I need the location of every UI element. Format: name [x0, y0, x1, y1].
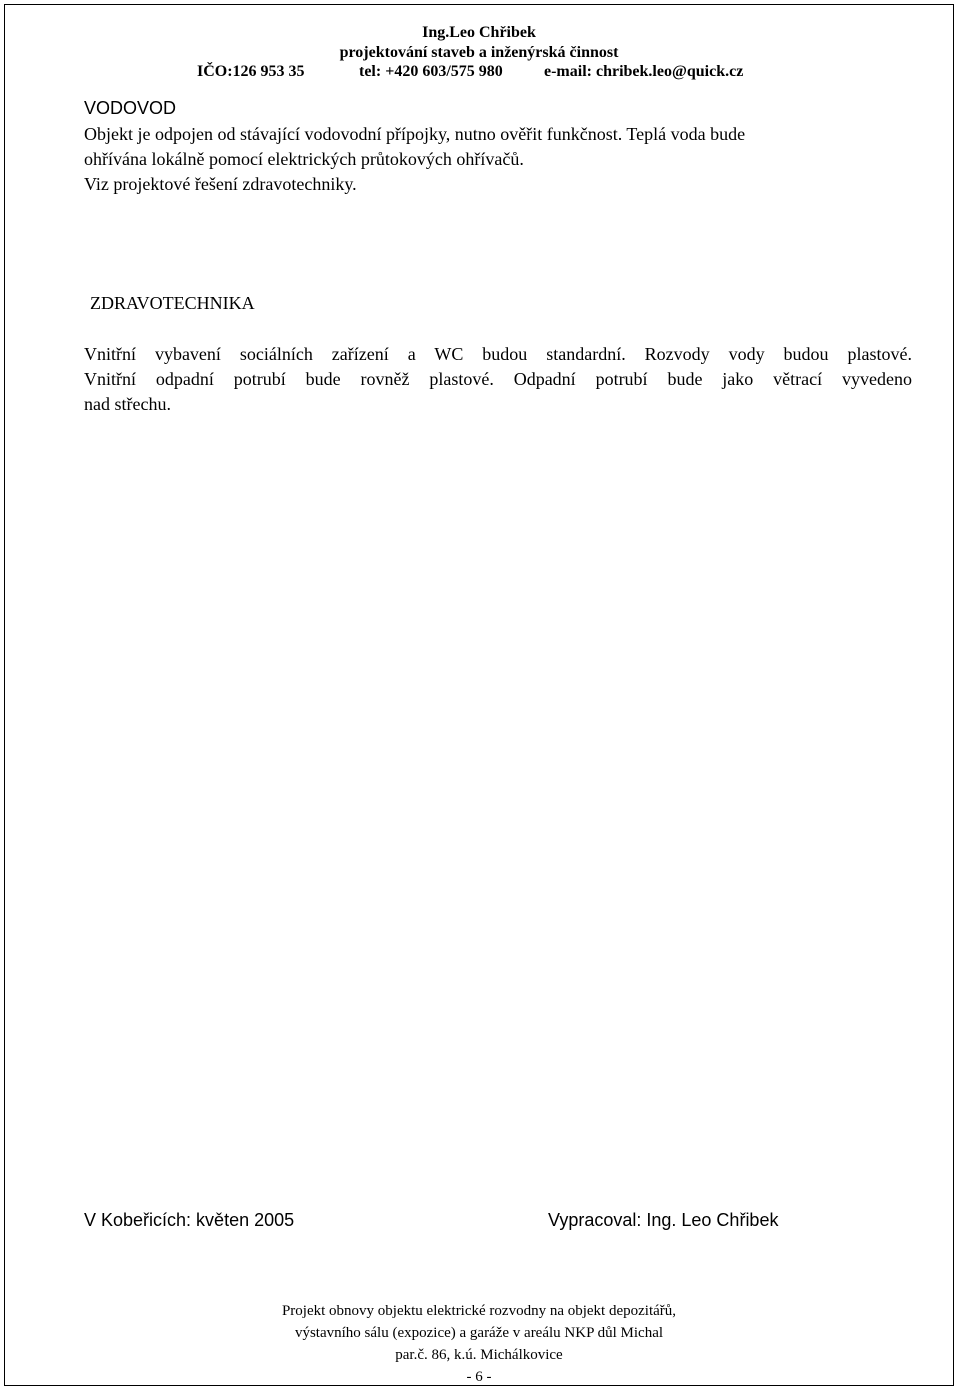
footer-project-line: výstavního sálu (expozice) a garáže v areálu NKP důl Michal — [294, 1325, 664, 1341]
vodovod-line: Objekt je odpojen od stávající vodovodní přípojky, nutno ověřit funkčnost. Teplá voda bude — [84, 124, 746, 144]
section-heading-vodovod: VODOVOD — [84, 98, 177, 118]
footer-project-line: par.č. 86, k.ú. Michálkovice — [395, 1347, 563, 1363]
section-heading-zdravotechnika: ZDRAVOTECHNIKA — [90, 293, 255, 313]
footer-project-line: Projekt obnovy objektu elektrické rozvodny na objekt depozitářů, — [281, 1303, 677, 1319]
signature-author: Vypracoval: Ing. Leo Chřibek — [548, 1210, 779, 1230]
header-name: Ing.Leo Chřibek — [422, 24, 536, 41]
header-email: e-mail: chribek.leo@quick.cz — [544, 63, 744, 80]
header-ico: IČO:126 953 35 — [197, 63, 305, 80]
signature-place-date: V Kobeřicích: květen 2005 — [84, 1210, 295, 1230]
vodovod-line: Viz projektové řešení zdravotechniky. — [84, 174, 357, 194]
header-phone: tel: +420 603/575 980 — [359, 63, 503, 80]
zdravotechnika-line: Vnitřní vybavení sociálních zařízení a WC budou standardní. Rozvody vody budou plastové. — [84, 344, 912, 364]
page-number: - 6 - — [466, 1369, 492, 1385]
zdravotechnika-line: Vnitřní odpadní potrubí bude rovněž plastové. Odpadní potrubí bude jako větrací vyvedeno — [84, 369, 912, 389]
zdravotechnika-line: nad střechu. — [84, 394, 171, 414]
vodovod-line: ohřívána lokálně pomocí elektrických průtokových ohřívačů. — [84, 149, 524, 169]
header-subtitle: projektování staveb a inženýrská činnost — [339, 44, 619, 61]
document-page — [4, 4, 954, 1386]
